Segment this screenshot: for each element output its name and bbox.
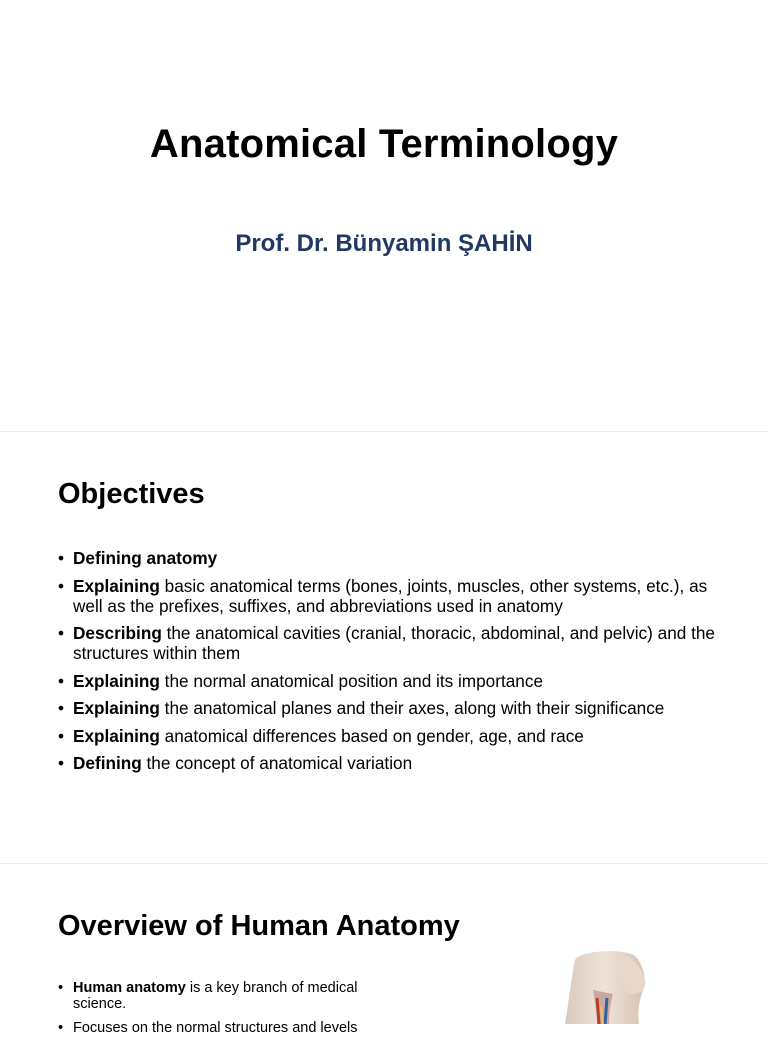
list-item [58,753,728,773]
bullet-icon: • [58,1020,64,1036]
bullet-icon: • [58,575,65,596]
item-bold-text: Explaining [73,575,160,596]
bullet-icon: • [58,698,65,718]
head-neck-anatomy-illustration-icon [535,950,675,1024]
bullet-icon: • [58,670,65,691]
list-item [58,576,728,616]
item-text: anatomical differences based on gender, age, and race [159,725,584,746]
objectives-heading: Objectives [58,478,205,510]
item-bold-text: Defining [73,753,142,773]
list-item [58,623,728,663]
bullet-icon: • [58,725,65,746]
item-text: the anatomical planes and their axes, along with their significance [159,698,665,718]
list-item [58,548,728,568]
presentation-title: Anatomical Terminology [149,122,619,166]
item-text: Focuses on the normal structures and levels [73,1020,358,1036]
objectives-list [58,548,728,781]
list-item [58,726,728,746]
item-text: the anatomical cavities (cranial, thoracic, abdominal, and pelvic) and the structures within them [73,623,715,663]
bullet-icon: • [58,980,64,996]
item-bold-text: Describing [73,623,162,643]
item-bold-text: Explaining [73,725,160,746]
title-slide [0,0,768,432]
overview-list [58,980,398,1044]
item-bold-text: Explaining [73,698,160,718]
item-bold-text: Human anatomy [73,980,186,996]
bullet-icon: • [58,753,65,773]
bullet-icon: • [58,548,65,568]
item-text: the concept of anatomical variation [141,753,413,773]
list-item [58,1020,398,1036]
item-text: the normal anatomical position and its importance [159,670,544,691]
list-item [58,980,398,1012]
item-bold-text: Explaining [73,670,160,691]
bullet-icon: • [58,623,65,643]
list-item [58,698,728,718]
author-name: Prof. Dr. Bünyamin ŞAHİN [235,230,533,257]
item-bold-text: Defining anatomy [73,548,218,568]
overview-heading: Overview of Human Anatomy [58,910,460,942]
item-text: is a key branch of medical science. [73,980,358,1012]
list-item [58,671,728,691]
item-text: basic anatomical terms (bones, joints, muscles, other systems, etc.), as well as the prefixes, suffixes, and abbreviations used in anatomy [73,575,708,616]
